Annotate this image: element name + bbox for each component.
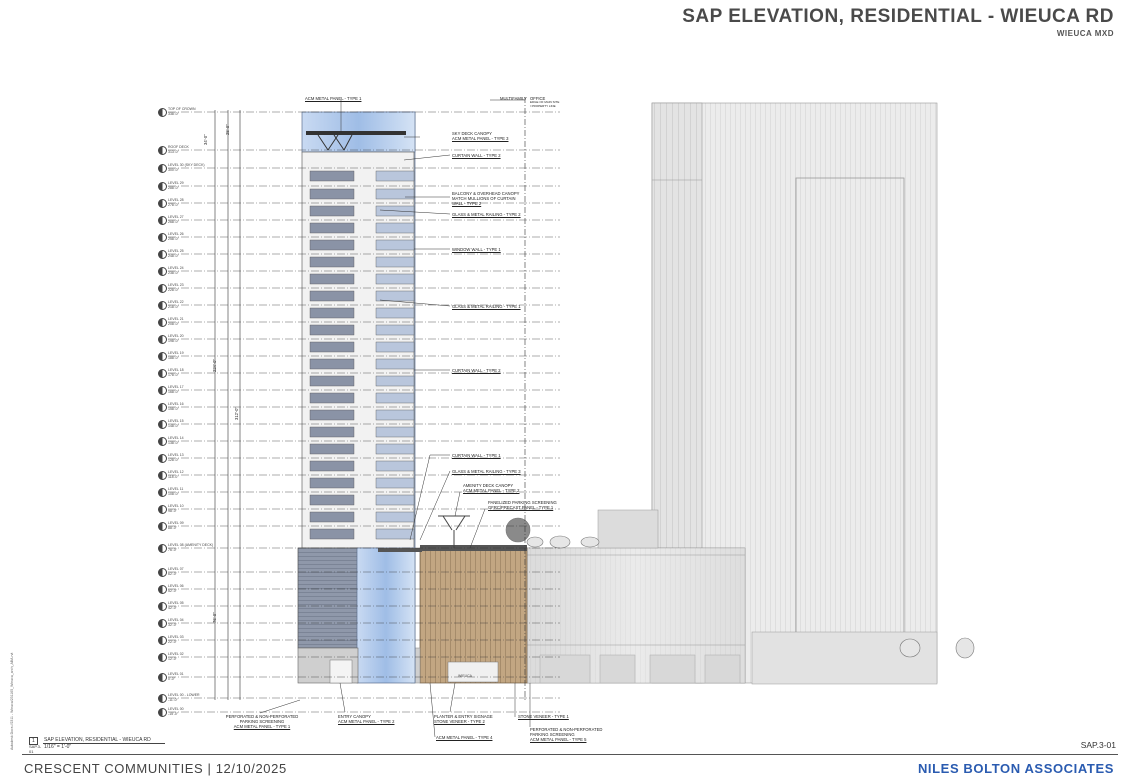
level-marker xyxy=(158,584,184,594)
note-entry-canopy: ENTRY CANOPY ACM METAL PANEL - TYPE 2 xyxy=(338,714,395,725)
balcony-railing-band xyxy=(376,359,414,369)
balcony-railing-band xyxy=(376,427,414,437)
level-marker xyxy=(158,249,184,259)
level-marker xyxy=(158,334,184,344)
balcony-railing-band xyxy=(376,376,414,386)
level-marker xyxy=(158,163,205,173)
level-elevation: 268'-0" xyxy=(168,220,179,224)
footer-divider xyxy=(22,754,1118,755)
level-elevation: 12'-0" xyxy=(168,657,177,661)
floor-panel-band xyxy=(310,393,354,403)
file-path-note: Autodesk Docs://2311 - Wieuca/231165_Wieuca_arch_ABA.rvt xyxy=(10,652,14,750)
level-elevation: 22'-0" xyxy=(168,640,177,644)
floor-panel-band xyxy=(310,410,354,420)
level-elevation: 98'-0" xyxy=(168,509,177,513)
level-elevation: 108'-0" xyxy=(168,492,179,496)
level-target-icon xyxy=(158,164,167,173)
level-target-icon xyxy=(158,267,167,276)
project-name: WIEUCA MXD xyxy=(1056,29,1114,38)
level-elevation: -15'-0" xyxy=(168,712,179,716)
level-target-icon xyxy=(158,108,167,117)
level-marker xyxy=(158,215,184,225)
balcony-railing-band xyxy=(376,393,414,403)
level-elevation: 208'-0" xyxy=(168,322,179,326)
balcony-railing-band xyxy=(376,512,414,522)
level-marker xyxy=(158,436,184,446)
balcony-railing-band xyxy=(376,444,414,454)
level-name: LEVEL 13 xyxy=(168,453,184,457)
note-panelized-screening: PANELIZED PARKING SCREENING GFRC/PRECAST PANEL - TYPE 1 xyxy=(488,500,557,510)
level-marker xyxy=(158,419,184,429)
client-and-date: CRESCENT COMMUNITIES | 12/10/2025 xyxy=(24,761,287,776)
level-name: LEVEL 22 xyxy=(168,300,184,304)
level-elevation: 52'-0" xyxy=(168,589,177,593)
level-elevation: 88'-0" xyxy=(168,526,177,530)
balcony-railing-band xyxy=(376,257,414,267)
level-marker xyxy=(158,470,184,480)
note-window-wall: WINDOW WALL - TYPE 1 xyxy=(452,247,501,252)
level-name: LEVEL 28 xyxy=(168,198,184,202)
level-name: LEVEL 21 xyxy=(168,317,184,321)
level-marker xyxy=(158,618,184,628)
note-stone-veneer-type1: STONE VENEER - TYPE 1 xyxy=(518,714,569,719)
level-target-icon xyxy=(158,199,167,208)
level-marker xyxy=(158,672,184,682)
balcony-railing-band xyxy=(376,410,414,420)
floor-panel-band xyxy=(310,206,354,216)
level-elevation: 248'-0" xyxy=(168,254,179,258)
level-marker xyxy=(158,567,184,577)
firm-name: NILES BOLTON ASSOCIATES xyxy=(917,761,1114,776)
level-target-icon xyxy=(158,673,167,682)
note-acm-type1-top: ACM METAL PANEL - TYPE 1 xyxy=(305,96,362,101)
level-elevation: 158'-0" xyxy=(168,407,179,411)
note-office: OFFICE xyxy=(530,96,546,101)
level-name: TOP OF CROWN xyxy=(168,107,196,111)
level-target-icon xyxy=(158,250,167,259)
note-glass-railing-type3: GLASS & METAL RAILING - TYPE 3 xyxy=(452,469,521,474)
level-target-icon xyxy=(158,146,167,155)
level-name: LEVEL 09 xyxy=(168,521,184,525)
level-elevation: 148'-0" xyxy=(168,424,179,428)
level-elevation: 128'-0" xyxy=(168,458,179,462)
balcony-railing-band xyxy=(376,171,414,181)
level-elevation: 238'-0" xyxy=(168,271,179,275)
level-name: LEVEL 10 xyxy=(168,504,184,508)
level-elevation: 258'-0" xyxy=(168,237,179,241)
balcony-railing-band xyxy=(376,342,414,352)
level-target-icon xyxy=(158,352,167,361)
balcony-railing-band xyxy=(376,240,414,250)
level-name: LEVEL 25 xyxy=(168,249,184,253)
level-elevation: 188'-0" xyxy=(168,356,179,360)
balcony-railing-band xyxy=(376,325,414,335)
floor-panel-band xyxy=(310,274,354,284)
dim-podium-total: 76'-0" xyxy=(212,612,217,623)
level-target-icon xyxy=(158,216,167,225)
level-target-icon xyxy=(158,318,167,327)
level-marker xyxy=(158,601,184,611)
floor-panel-band xyxy=(310,189,354,199)
level-name: LEVEL 29 xyxy=(168,181,184,185)
floor-panel-band xyxy=(310,325,354,335)
level-elevation: 168'-0" xyxy=(168,390,179,394)
level-elevation: 313'-0" xyxy=(168,150,179,154)
level-target-icon xyxy=(158,708,167,717)
level-marker xyxy=(158,707,184,717)
level-elevation: 0'-0" xyxy=(168,677,175,681)
level-elevation: 32'-0" xyxy=(168,623,177,627)
floor-panel-band xyxy=(310,171,354,181)
note-planter-signage: PLANTER & ENTRY SIGNAGE STONE VENEER - TYPE 2 xyxy=(434,714,493,725)
level-target-icon xyxy=(158,233,167,242)
note-curtain-wall-type2-top: CURTAIN WALL - TYPE 2 xyxy=(452,153,501,158)
level-target-icon xyxy=(158,471,167,480)
level-target-icon xyxy=(158,544,167,553)
level-marker xyxy=(158,402,184,412)
dim-tower-total: 224'-0" xyxy=(212,359,217,372)
note-amenity-canopy: AMENITY DECK CANOPY ACM METAL PANEL - TYPE 2 xyxy=(463,483,520,493)
level-elevation: 118'-0" xyxy=(168,475,179,479)
level-name: LEVEL 16 xyxy=(168,402,184,406)
floor-panel-band xyxy=(310,495,354,505)
level-target-icon xyxy=(158,403,167,412)
floor-panel-band xyxy=(310,342,354,352)
drawing-scale: 1/16" = 1'-0" xyxy=(44,744,72,750)
note-balcony-canopy: BALCONY & OVERHEAD CANOPY MATCH MULLIONS OF CURTAIN WALL - TYPE 2 xyxy=(452,191,520,206)
sheet-number: SAP.3-01 xyxy=(1080,740,1116,750)
note-glass-railing-type1: GLASS & METAL RAILING - TYPE 1 xyxy=(452,304,521,309)
level-elevation: 288'-0" xyxy=(168,186,179,190)
level-marker xyxy=(158,300,184,310)
level-marker xyxy=(158,521,184,531)
level-name: LEVEL 14 xyxy=(168,436,184,440)
level-target-icon xyxy=(158,284,167,293)
balcony-railing-band xyxy=(376,478,414,488)
level-name: LEVEL 24 xyxy=(168,266,184,270)
level-name: LEVEL 26 xyxy=(168,232,184,236)
level-name: LEVEL 08 (AMENITY DECK) xyxy=(168,543,214,547)
drawing-title: SAP ELEVATION, RESIDENTIAL - WIEUCA RD xyxy=(44,737,151,743)
level-marker xyxy=(158,198,184,208)
level-name: LEVEL 15 xyxy=(168,419,184,423)
level-target-icon xyxy=(158,369,167,378)
level-target-icon xyxy=(158,386,167,395)
level-elevation: 62'-0" xyxy=(168,572,177,576)
level-elevation: 42'-0" xyxy=(168,606,177,610)
balcony-railing-band xyxy=(376,223,414,233)
note-curtain-wall-type2-mid: CURTAIN WALL - TYPE 2 xyxy=(452,368,501,373)
level-elevation: 138'-0" xyxy=(168,441,179,445)
level-target-icon xyxy=(158,585,167,594)
note-property-line: EDGE OF MAIN SITE / PROPERTY LINE xyxy=(530,100,560,108)
level-marker xyxy=(158,283,184,293)
dim-crown: 25'-0" xyxy=(225,124,230,135)
entry-signage: WIEUCA xyxy=(458,674,472,678)
level-elevation: 300'-0" xyxy=(168,168,179,172)
level-marker xyxy=(158,453,184,463)
level-target-icon xyxy=(158,653,167,662)
balcony-railing-band xyxy=(376,308,414,318)
level-elevation: 278'-0" xyxy=(168,203,179,207)
floor-panel-band xyxy=(310,444,354,454)
level-marker xyxy=(158,351,184,361)
amenity-canopy xyxy=(438,516,470,548)
level-name: ROOF DECK xyxy=(168,145,189,149)
balcony-railing-band xyxy=(376,461,414,471)
level-elevation: 76'-0" xyxy=(168,548,177,552)
floor-panel-band xyxy=(310,359,354,369)
level-name: LEVEL 18 xyxy=(168,368,184,372)
sheet-title: SAP ELEVATION, RESIDENTIAL - WIEUCA RD xyxy=(682,6,1114,27)
level-marker xyxy=(158,317,184,327)
level-marker xyxy=(158,504,184,514)
amenity-podium-wood xyxy=(411,545,527,683)
level-marker xyxy=(158,652,184,662)
level-marker xyxy=(158,635,184,645)
level-name: LEVEL 06 xyxy=(168,584,184,588)
level-name: LEVEL 19 xyxy=(168,351,184,355)
level-name: LEVEL 05 xyxy=(168,601,184,605)
level-marker xyxy=(158,368,184,378)
floor-panel-band xyxy=(310,291,354,301)
level-name: LEVEL 27 xyxy=(168,215,184,219)
note-multifamily: MULTIFAMILY xyxy=(500,96,527,101)
floor-panel-band xyxy=(310,529,354,539)
note-sky-deck: SKY DECK CANOPY ACM METAL PANEL - TYPE 3 xyxy=(452,131,509,141)
balcony-railing-band xyxy=(376,189,414,199)
level-marker xyxy=(158,266,184,276)
level-target-icon xyxy=(158,636,167,645)
floor-panel-band xyxy=(310,461,354,471)
level-target-icon xyxy=(158,301,167,310)
note-perforated-screening-type5: PERFORATED & NON-PERFORATED PARKING SCREENING ACM METAL PANEL - TYPE 5 xyxy=(530,727,603,743)
level-target-icon xyxy=(158,568,167,577)
balcony-railing-band xyxy=(376,495,414,505)
level-elevation: 338'-0" xyxy=(168,112,179,116)
level-elevation: 198'-0" xyxy=(168,339,179,343)
level-target-icon xyxy=(158,488,167,497)
level-marker xyxy=(158,181,184,191)
level-target-icon xyxy=(158,437,167,446)
level-target-icon xyxy=(158,602,167,611)
note-glass-railing-type2: GLASS & METAL RAILING - TYPE 2 xyxy=(452,212,521,217)
level-marker xyxy=(158,385,184,395)
level-name: LEVEL 02 xyxy=(168,652,184,656)
drawing-key xyxy=(29,737,151,754)
level-target-icon xyxy=(158,694,167,703)
floor-panel-band xyxy=(310,240,354,250)
level-elevation: 178'-0" xyxy=(168,373,179,377)
level-target-icon xyxy=(158,454,167,463)
level-name: LEVEL 11 xyxy=(168,487,184,491)
level-target-icon xyxy=(158,335,167,344)
level-marker xyxy=(158,487,184,497)
level-marker xyxy=(158,543,214,553)
level-name: LEVEL 30 (SKY DECK) xyxy=(168,163,205,167)
note-acm-type4: ACM METAL PANEL - TYPE 4 xyxy=(436,735,493,740)
level-name: LEVEL 23 xyxy=(168,283,184,287)
note-perforated-screening-type1: PERFORATED & NON-PERFORATED PARKING SCREENING ACM METAL PANEL - TYPE 1 xyxy=(225,714,299,730)
floor-panel-band xyxy=(310,376,354,386)
floor-panel-band xyxy=(310,223,354,233)
level-marker xyxy=(158,107,196,117)
level-name: LEVEL 17 xyxy=(168,385,184,389)
level-name: LEVEL 01 xyxy=(168,672,184,676)
level-name: LEVEL 03 xyxy=(168,635,184,639)
dimension-strings xyxy=(215,110,240,700)
level-name: LEVEL 00 - LOWER xyxy=(168,693,200,697)
balcony-railing-band xyxy=(376,274,414,284)
level-target-icon xyxy=(158,505,167,514)
level-target-icon xyxy=(158,420,167,429)
level-name: LEVEL 12 xyxy=(168,470,184,474)
floor-panel-band xyxy=(310,478,354,488)
balcony-railing-band xyxy=(376,291,414,301)
level-elevation: -11'-0" xyxy=(168,698,178,702)
level-marker xyxy=(158,145,189,155)
level-target-icon xyxy=(158,522,167,531)
key-sheet-ref: SAP.3-01 xyxy=(29,744,42,754)
balcony-railing-band xyxy=(376,529,414,539)
floor-panel-band xyxy=(310,427,354,437)
level-name: LEVEL 04 xyxy=(168,618,184,622)
dim-overall: 312'-0" xyxy=(234,407,239,420)
level-name: LEVEL 00 xyxy=(168,707,184,711)
level-target-icon xyxy=(158,619,167,628)
level-name: LEVEL 20 xyxy=(168,334,184,338)
note-curtain-wall-type1: CURTAIN WALL - TYPE 1 xyxy=(452,453,501,458)
floor-panel-band xyxy=(310,308,354,318)
floor-panel-band xyxy=(310,512,354,522)
floor-panel-band xyxy=(310,257,354,267)
level-marker xyxy=(158,693,200,703)
residential-tower xyxy=(298,112,422,683)
dim-top-total: 34'-0" xyxy=(203,134,208,145)
level-elevation: 228'-0" xyxy=(168,288,179,292)
level-elevation: 218'-0" xyxy=(168,305,179,309)
level-marker xyxy=(158,232,184,242)
level-name: LEVEL 07 xyxy=(168,567,184,571)
drawing-number: 1 xyxy=(29,737,38,745)
level-target-icon xyxy=(158,182,167,191)
